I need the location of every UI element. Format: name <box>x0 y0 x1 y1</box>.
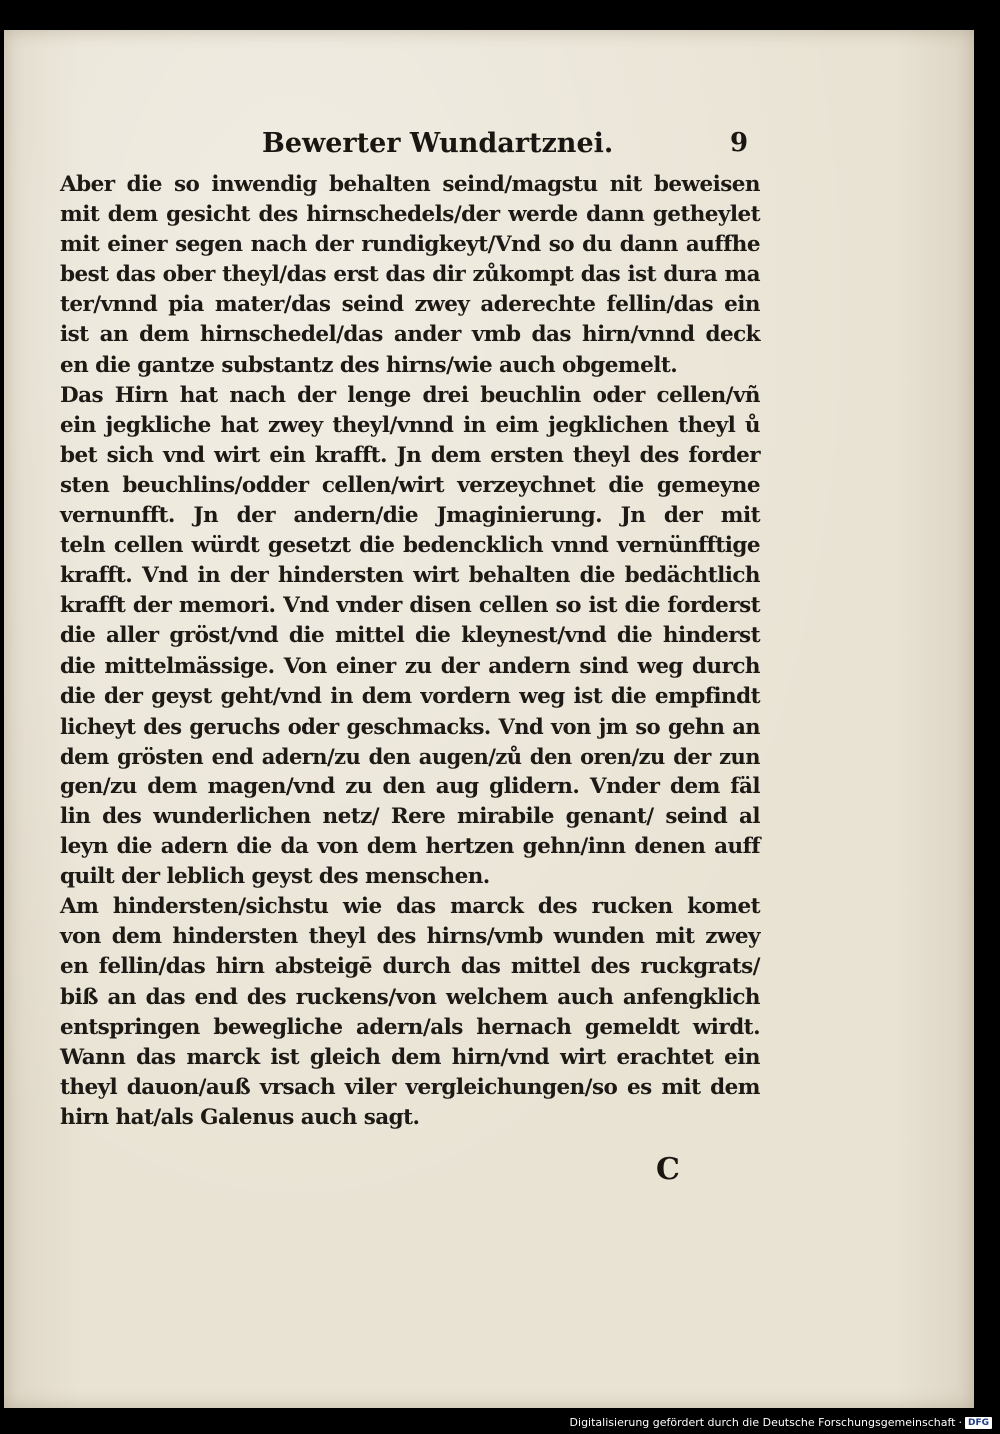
funding-footer <box>570 1415 992 1431</box>
text-line: biß an das end des ruckens/von welchem auch anfengklich <box>60 984 760 1010</box>
text-line: krafft der memori. Vnd vnder disen cellen so ist die forderst <box>60 593 760 619</box>
text-line: theyl dauon/auß vrsach viler vergleichungen/so es mit dem <box>60 1074 760 1100</box>
text-line: licheyt des geruchs oder geschmacks. Vnd von jm so gehn an <box>60 713 760 739</box>
page-number: 9 <box>730 128 749 158</box>
text-line: dem grösten end adern/zu den augen/zů den oren/zu der zun <box>60 743 760 769</box>
running-head: Bewerter Wundartznei. <box>262 128 614 159</box>
text-line: vernunfft. Jn der andern/die Jmaginierung. Jn der mit <box>60 503 760 529</box>
footer-separator: · <box>958 1416 962 1429</box>
text-line: die der geyst geht/vnd in dem vordern weg ist die empfindt <box>60 683 760 709</box>
book-page <box>4 30 974 1408</box>
text-line: teln cellen würdt gesetzt die bedencklich vnnd vernünfftige <box>60 533 760 559</box>
text-line: die mittelmässige. Von einer zu der andern sind weg durch <box>60 653 760 679</box>
text-line: sten beuchlins/odder cellen/wirt verzeychnet die gemeyne <box>60 472 760 498</box>
text-line: ein jegkliche hat zwey theyl/vnnd in eim jegklichen theyl ů <box>60 412 760 438</box>
text-line: ter/vnnd pia mater/das seind zwey aderechte fellin/das ein <box>60 292 760 318</box>
text-line: mit einer segen nach der rundigkeyt/Vnd so du dann auffhe <box>60 232 760 258</box>
text-line: gen/zu dem magen/vnd zu den aug glidern. Vnder dem fäl <box>60 773 760 799</box>
text-line: quilt der leblich geyst des menschen. <box>60 864 490 890</box>
dfg-logo-icon: DFG <box>965 1417 992 1429</box>
text-line: entspringen bewegliche adern/als hernach gemeldt wirdt. <box>60 1014 760 1040</box>
text-line: Aber die so inwendig behalten seind/magstu nit beweisen <box>60 172 760 197</box>
text-line: Das Hirn hat nach der lenge drei beuchlin oder cellen/vñ <box>60 382 760 408</box>
text-block <box>60 170 760 1133</box>
text-line: mit dem gesicht des hirnschedels/der werde dann getheylet <box>60 202 760 228</box>
signature-mark: C <box>656 1152 680 1187</box>
text-line: Wann das marck ist gleich dem hirn/vnd wirt erachtet ein <box>60 1044 760 1070</box>
text-line: krafft. Vnd in der hindersten wirt behalten die bedächtlich <box>60 563 760 589</box>
text-line: bet sich vnd wirt ein krafft. Jn dem ersten theyl des forder <box>60 442 760 468</box>
text-line: von dem hindersten theyl des hirns/vmb wunden mit zwey <box>60 924 760 950</box>
text-line: ist an dem hirnschedel/das ander vmb das hirn/vnnd deck <box>60 322 760 348</box>
text-line: en die gantze substantz des hirns/wie auch obgemelt. <box>60 352 678 378</box>
text-line: die aller gröst/vnd die mittel die kleynest/vnd die hinderst <box>60 623 760 649</box>
text-line: leyn die adern die da von dem hertzen gehn/inn denen auff <box>60 834 760 860</box>
text-line: lin des wunderlichen netz/ Rere mirabile genant/ seind al <box>60 803 760 829</box>
text-line: hirn hat/als Galenus auch sagt. <box>60 1104 420 1130</box>
text-line: best das ober theyl/das erst das dir zůkompt das ist dura ma <box>60 262 760 288</box>
funding-note: Digitalisierung gefördert durch die Deutsche Forschungsgemeinschaft <box>569 1416 956 1429</box>
text-line: en fellin/das hirn absteigē durch das mittel des ruckgrats/ <box>60 954 760 980</box>
text-line: Am hindersten/sichstu wie das marck des rucken komet <box>60 894 760 920</box>
